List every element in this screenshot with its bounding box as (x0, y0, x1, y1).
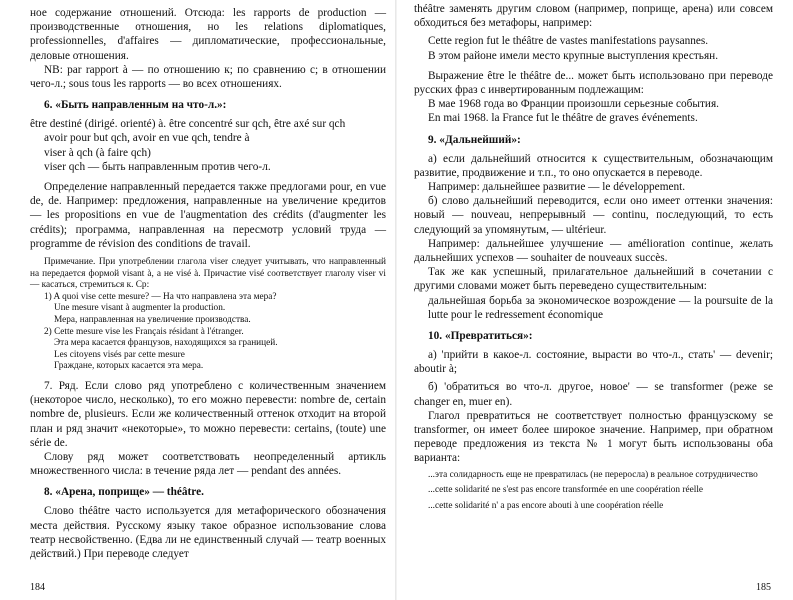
page-number-right: 185 (756, 582, 771, 593)
page-number-left: 184 (30, 582, 45, 593)
paragraph-intro: ное содержание отношений. Отсюда: les rapports de production — производственные отношения, но les relations diplomatiques, professionnelles, d'affaires — дипломатические, профессиональные, деловые отношения. (30, 7, 386, 62)
paragraph-definition: Определение направленный передается также предлогами pour, en vue de, de. Например: предложения, направленные на увеличение кредитов — les propositions en vue de l'augmentation des crédits (d'augmenter les crédits); программа, направленная на пересмотр условий труда — programme de révision des conditions de travail. (30, 181, 386, 250)
paragraph-9c: Так же как успешный, прилагательное дальнейший в сочетании с другими словами может быть переведено существительным: (414, 266, 773, 293)
paragraph-10c: Глагол превратиться не соответствует полностью французскому se transformer, он имеет более широкое значение. Например, при обратном переводе предложения из текста № 1 могут быть использованы оба варианта: (414, 409, 773, 465)
note-example-1-fr: Une mesure visant à augmenter la production. (54, 303, 226, 314)
paragraph-9b: б) слово дальнейший переводится, если оно имеет оттенки значения: новый — nouveau, непрерывный — continu, последующий, то есть следующий за упомянутым, — ultérieur. (414, 195, 773, 236)
paragraph-expression: Выражение être le théâtre de... может быть использовано при переводе русских фраз с инвертированным подлежащим: (414, 69, 773, 97)
paragraph-9a-example: Например: дальнейшее развитие — le développement. (428, 181, 686, 194)
paragraph-nb: NB: par rapport à — по отношению к; по сравнению с; в отношении чего-л.; sous tous les rapports — во всех отношениях. (30, 63, 386, 91)
synonym-line-3: viser à qch (à faire qch) (44, 146, 151, 159)
left-page (0, 0, 396, 600)
note-example-1-ru: Мера, направленная на увеличение производства. (54, 315, 251, 326)
example-1-fr: Cette region fut le théâtre de vastes manifestations paysannes. (428, 35, 709, 48)
paragraph-8: Слово théâtre часто используется для метафорического обозначения места действия. Русскому языку такое образное использование слова театр несвойственно. (Едва ли не единственный случай — театр военных действий.) При переводе следует (30, 505, 386, 561)
note-example-1-question: 1) A quoi vise cette mesure? — На что направлена эта мера? (44, 291, 277, 302)
note-paragraph: Примечание. При употреблении глагола viser следует учитывать, что направленный на передается формой visant à, a не visé à. Причастие visé соответствует глаголу viser vi — касаться, стремиться к. Ср: (30, 257, 386, 291)
note-example-2-ru-b: Граждане, которых касается эта мера. (54, 361, 204, 372)
section-heading-6: 6. «Быть направленным на что-л.»: (44, 99, 227, 112)
right-page (396, 0, 793, 600)
variant-ru: ...эта солидарность еще не превратилась (не переросла) в реальное сотрудничество (428, 469, 758, 480)
section-heading-10: 10. «Превратиться»: (428, 330, 533, 343)
paragraph-9c-example: дальнейшая борьба за экономическое возрождение — la poursuite de la lutte pour le redressement économique (428, 294, 773, 321)
section-heading-8: 8. «Арена, поприще» — théâtre. (44, 486, 204, 499)
paragraph-7: 7. Ряд. Если слово ряд употреблено с количественным значением (некоторое число, несколько), то его можно перевести: nombre de, certain nombre de, plusieurs. Если же количественный оттенок отходит на второй план и ряд значит «некоторые», то можно перевести: certains, (toute) une série de. (30, 379, 386, 449)
note-example-2-ru: Эта мера касается французов, находящихся за границей. (54, 338, 278, 349)
example-2-fr: En mai 1968. la France fut le théâtre de graves événements. (428, 112, 698, 125)
synonym-line-4: viser qch — быть направленным против чего-л. (44, 160, 271, 173)
paragraph-9b-example: Например: дальнейшее улучшение — amélioration continue, желать дальнейших успехов — souhaiter de nouveaux succès. (414, 237, 773, 265)
section-heading-9: 9. «Дальнейший»: (428, 133, 521, 146)
note-example-2-fr: Les citoyens visés par cette mesure (54, 349, 185, 360)
example-1-ru: В этом районе имели место крупные выступления крестьян. (428, 49, 719, 62)
paragraph-10a: а) 'прийти в какое-л. состояние, вырасти во что-л., стать' — devenir; aboutir à; (414, 349, 773, 376)
paragraph-continuation: théâtre заменять другим словом (например, поприще, арена) или совсем обходиться без метафоры, например: (414, 3, 773, 30)
note-example-2-question: 2) Cette mesure vise les Français résidant à l'étranger. (44, 326, 244, 337)
synonym-line-2: avoir pour but qch, avoir en vue qch, tendre à (44, 132, 250, 145)
variant-fr-2: ...cette solidarité n' a pas encore abouti à une coopération réelle (428, 500, 664, 511)
variant-fr-1: ...cette solidarité ne s'est pas encore transformée en une coopération réelle (428, 485, 704, 496)
paragraph-10b: б) 'обратиться во что-л. другое, новое' — se transformer (реже se changer en, muer en). (414, 381, 773, 408)
example-2-ru: В мае 1968 года во Франции произошли серьезные события. (428, 98, 719, 111)
paragraph-9a: а) если дальнейший относится к существительным, обозначающим развитие, продвижение и т.п., то оно опускается в переводе. (414, 152, 773, 179)
paragraph-7b: Слову ряд может соответствовать неопределенный артикль множественного числа: в течение ряда лет — pendant des années. (30, 451, 386, 478)
synonym-line-1: être destiné (dirigé. orienté) à. être concentré sur qch, être axé sur qch (30, 118, 346, 131)
